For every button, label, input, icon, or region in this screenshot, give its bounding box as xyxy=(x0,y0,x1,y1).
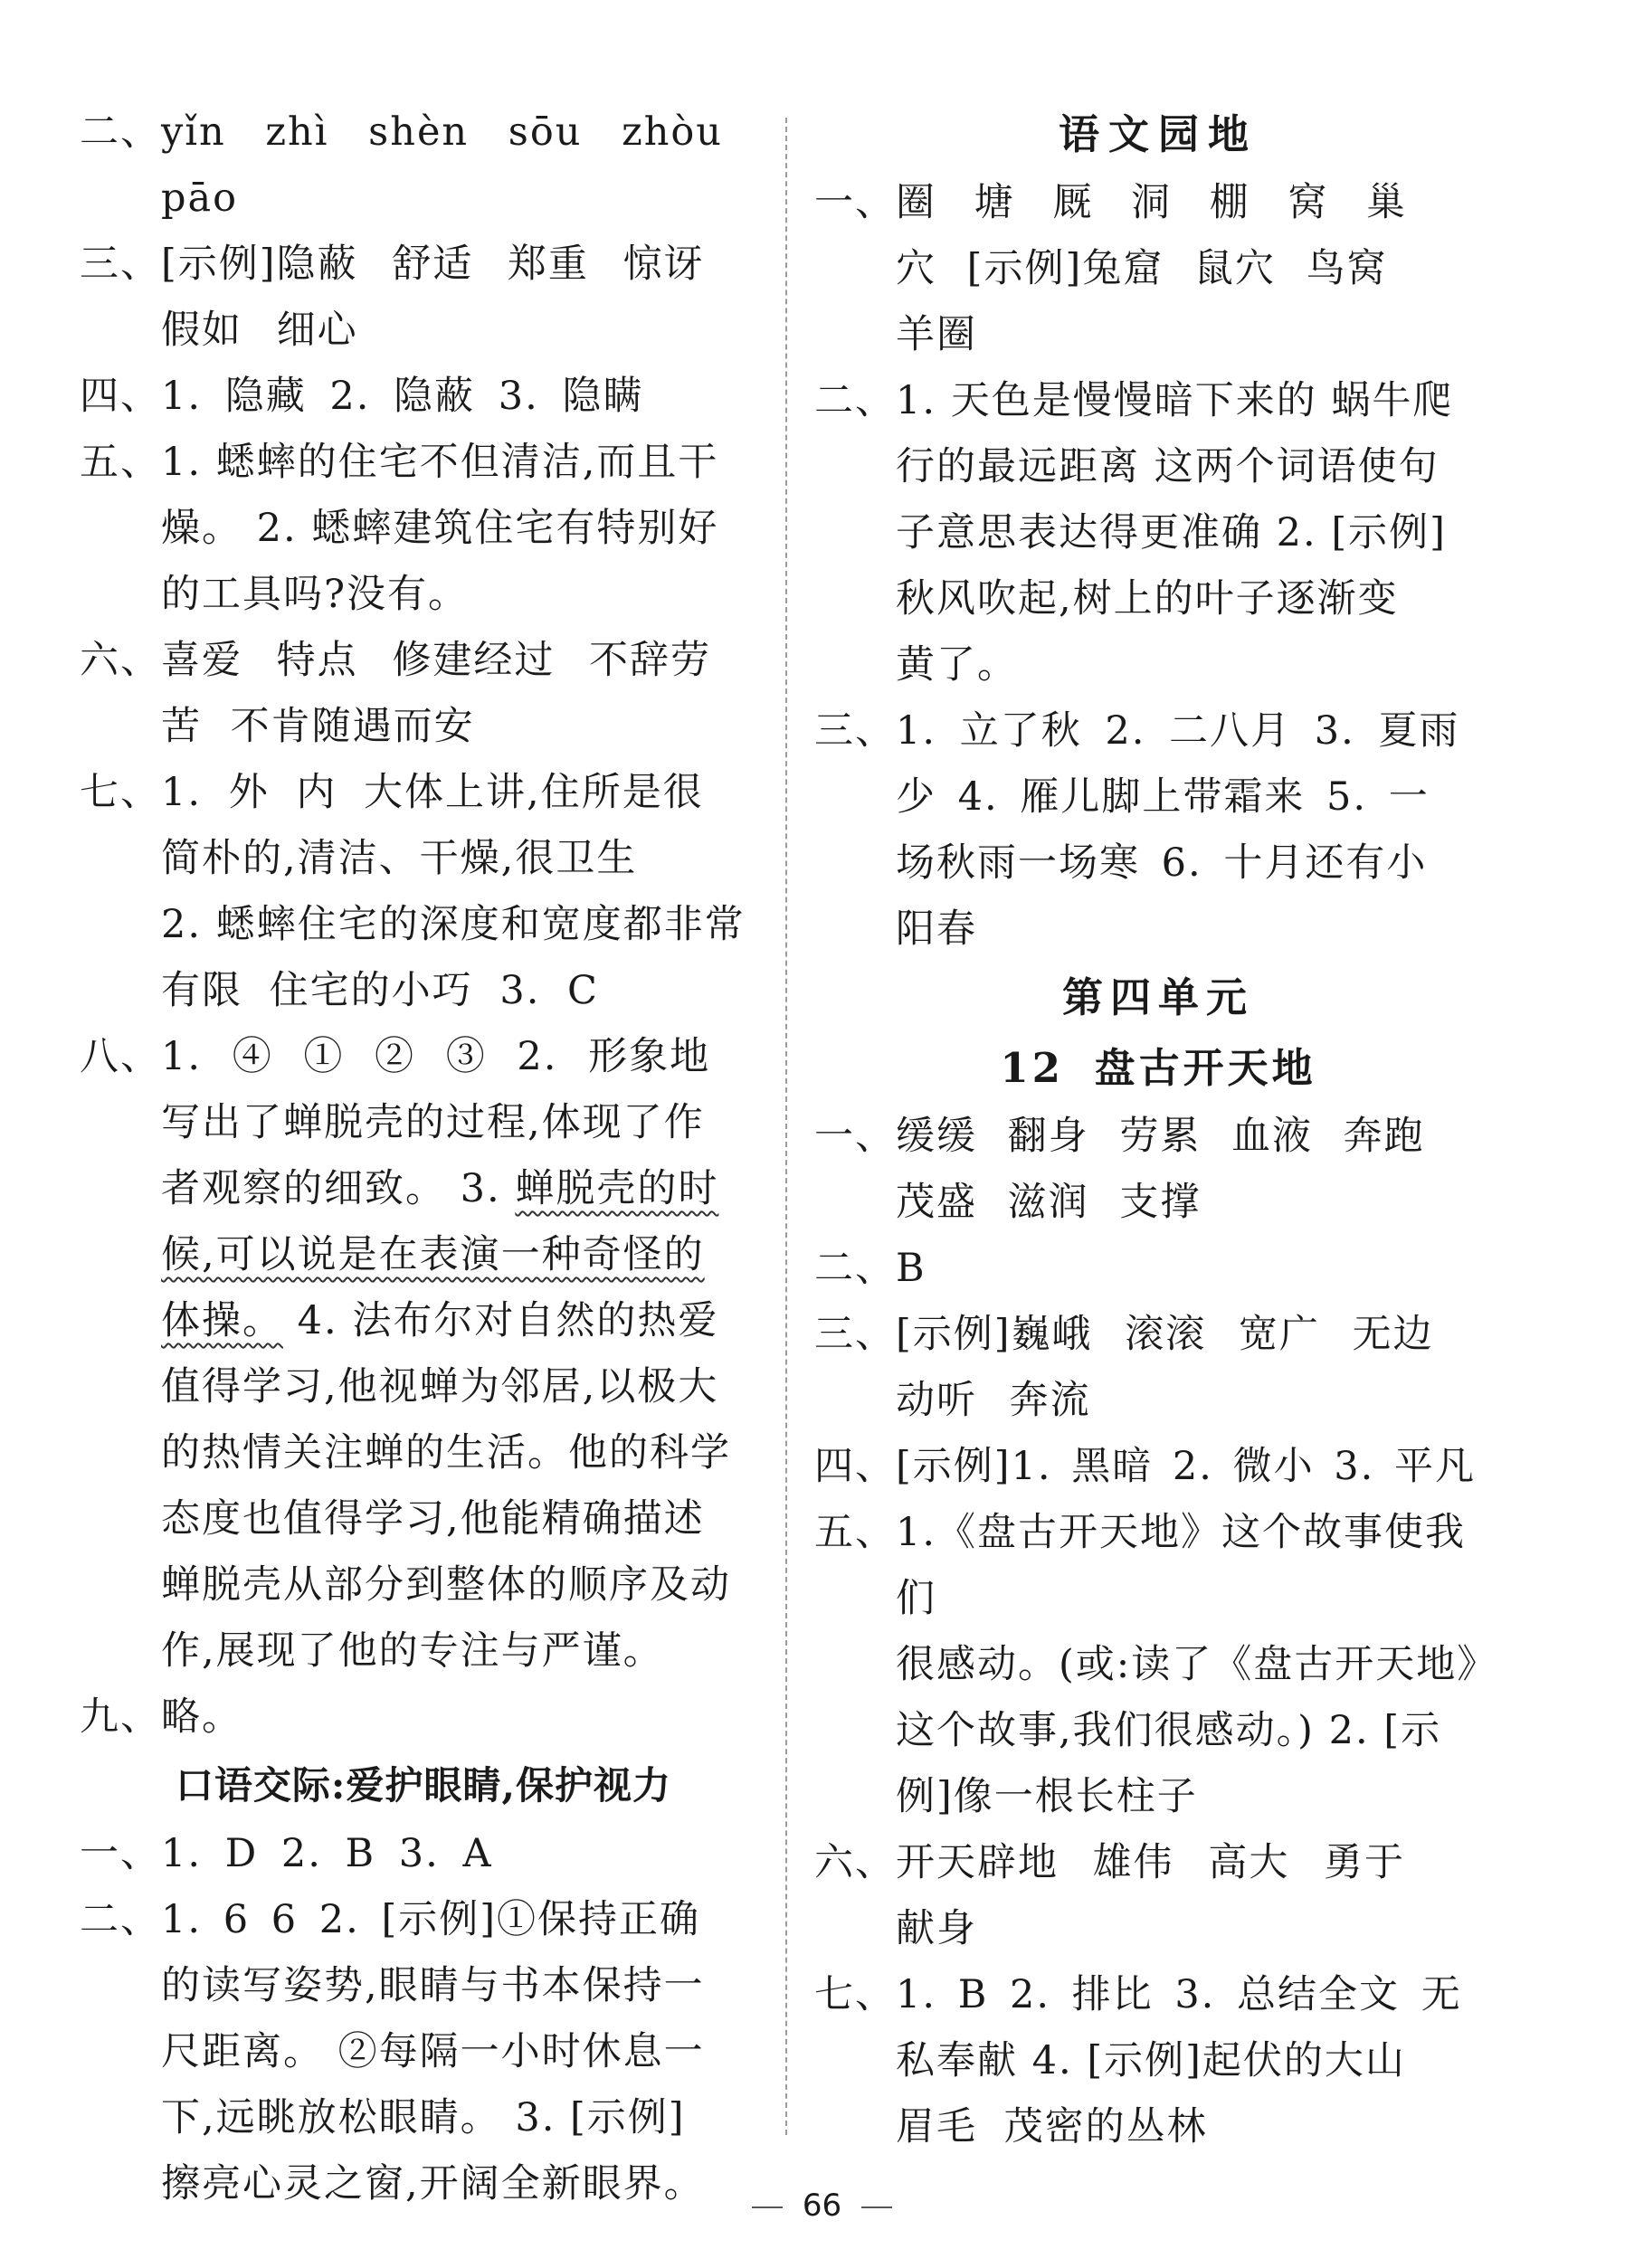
answer-line: 子意思表达得更准确 2. [示例] xyxy=(896,510,1447,555)
answer-pangu-2 xyxy=(814,1236,1502,1302)
right-column xyxy=(814,100,1502,2160)
answer-line: 1. B 2. 排比 3. 总结全文 无 xyxy=(896,1972,1462,2017)
answer-line: 缓缓 翻身 劳累 血液 奔跑 xyxy=(896,1114,1425,1159)
answer-line: [示例]隐蔽 舒适 郑重 惊讶 xyxy=(161,242,705,287)
answer-line: 的工具吗?没有。 xyxy=(161,572,470,617)
answer-line: 1. 外 内 大体上讲,住所是很 xyxy=(161,770,704,815)
answer-line: 擦亮心灵之窗,开阔全新眼界。 xyxy=(161,2161,705,2206)
answer-line: 蝉脱壳从部分到整体的顺序及动 xyxy=(161,1562,731,1608)
answer-line: 少 4. 雁儿脚上带霜来 5. 一 xyxy=(896,774,1430,820)
answer-line: 简朴的,清洁、干燥,很卫生 xyxy=(161,836,638,881)
answer-line: 茂盛 滋润 支撑 xyxy=(896,1180,1202,1225)
answer-line: 行的最远距离 这两个词语使句 xyxy=(896,444,1440,489)
lesson-heading: 12 盘古开天地 xyxy=(1000,1044,1316,1092)
answer-line: 态度也值得学习,他能精确描述 xyxy=(161,1496,705,1542)
answer-line: 作,展现了他的专注与严谨。 xyxy=(161,1628,664,1674)
answer-line: 1. ④ ① ② ③ 2. 形象地 xyxy=(161,1034,711,1079)
answer-line: 略。 xyxy=(161,1694,242,1740)
item-number: 五、 xyxy=(80,440,161,485)
answer-line: 动听 奔流 xyxy=(896,1378,1091,1423)
answer-line: 献身 xyxy=(896,1906,977,1951)
column-divider xyxy=(785,118,787,2135)
answer-pangu-7 xyxy=(814,1962,1502,2160)
answer-line: 1. D 2. B 3. A xyxy=(161,1831,493,1876)
wavy-underlined-line: 候,可以说是在表演一种奇怪的 xyxy=(161,1232,705,1277)
answer-line: 阳春 xyxy=(896,906,977,952)
dash-left xyxy=(752,2206,783,2208)
item-number: 一、 xyxy=(80,1831,161,1876)
item-number: 九、 xyxy=(80,1694,161,1740)
answer-line: [示例]巍峨 滚滚 宽广 无边 xyxy=(896,1312,1434,1357)
answer-garden-1 xyxy=(814,170,1502,368)
answer-line: 下,远眺放松眼睛。 3. [示例] xyxy=(161,2095,686,2140)
item-number: 三、 xyxy=(814,1312,896,1357)
answer-pangu-5 xyxy=(814,1500,1502,1830)
answer-line: 圈 塘 厩 洞 棚 窝 巢 xyxy=(896,180,1408,225)
answer-line xyxy=(161,1288,767,1354)
answer-line: B xyxy=(896,1246,927,1291)
answer-line: 很感动。(或:读了《盘古开天地》 xyxy=(896,1642,1498,1687)
item-number: 一、 xyxy=(814,1114,896,1159)
answer-line: 秋风吹起,树上的叶子逐渐变 xyxy=(896,576,1399,622)
answer-line: 这个故事,我们很感动。) 2. [示 xyxy=(896,1708,1442,1753)
answer-pangu-1 xyxy=(814,1104,1502,1236)
section-heading: 语文园地 xyxy=(1058,110,1258,158)
answer-line: 例]像一根长柱子 xyxy=(896,1774,1198,1819)
item-number: 二、 xyxy=(814,1246,896,1291)
answer-line: pāo xyxy=(161,176,239,221)
answer-line: 眉毛 茂密的丛林 xyxy=(896,2104,1208,2149)
answer-san xyxy=(80,232,767,364)
answer-line: 喜爱 特点 修建经过 不辞劳 xyxy=(161,638,712,683)
item-number: 二、 xyxy=(80,1897,161,1942)
answer-line: 场秋雨一场寒 6. 十月还有小 xyxy=(896,840,1428,886)
unit-heading: 第四单元 xyxy=(1061,973,1254,1021)
wavy-underlined-text: 体操。 xyxy=(161,1298,283,1343)
answer-text: 者观察的细致。 3. xyxy=(161,1166,516,1211)
section-heading: 口语交际:爱护眼睛,保护视力 xyxy=(175,1763,672,1808)
answer-line: 有限 住宅的小巧 3. C xyxy=(161,968,599,1013)
answer-line: 1.《盘古开天地》这个故事使我们 xyxy=(896,1510,1467,1621)
item-number: 三、 xyxy=(814,708,896,754)
answer-line: yǐn zhì shèn sōu zhòu xyxy=(161,109,723,155)
answer-si xyxy=(80,364,767,430)
answer-oral-1 xyxy=(80,1821,767,1887)
answer-line: 黄了。 xyxy=(896,642,1018,688)
answer-line: 的热情关注蝉的生活。他的科学 xyxy=(161,1430,731,1476)
page-number xyxy=(0,2187,1644,2224)
answer-line: 的读写姿势,眼睛与书本保持一 xyxy=(161,1963,705,2008)
answer-line: 1. 立了秋 2. 二八月 3. 夏雨 xyxy=(896,708,1460,754)
answer-line: 私奉献 4. [示例]起伏的大山 xyxy=(896,2038,1406,2083)
item-number: 七、 xyxy=(80,770,161,815)
item-number: 五、 xyxy=(814,1510,896,1555)
item-number: 六、 xyxy=(814,1840,896,1885)
answer-liu xyxy=(80,628,767,760)
answer-oral-2 xyxy=(80,1887,767,2217)
answer-text: 4. 法布尔对自然的热爱 xyxy=(283,1298,719,1343)
item-number: 二、 xyxy=(814,378,896,423)
item-number: 七、 xyxy=(814,1972,896,2017)
item-number: 四、 xyxy=(814,1444,896,1489)
answer-line: 穴 [示例]兔窟 鼠穴 鸟窝 xyxy=(896,246,1388,291)
answer-line: 写出了蝉脱壳的过程,体现了作 xyxy=(161,1100,705,1145)
answer-er xyxy=(80,100,767,232)
answer-line: 尺距离。 ②每隔一小时休息一 xyxy=(161,2029,705,2074)
answer-line: 开天辟地 雄伟 高大 勇于 xyxy=(896,1840,1406,1885)
dash-right xyxy=(861,2206,892,2208)
answer-line: [示例]1. 黑暗 2. 微小 3. 平凡 xyxy=(896,1444,1476,1489)
answer-line: 1. 蟋蟀的住宅不但清洁,而且干 xyxy=(161,440,719,485)
answer-pangu-6 xyxy=(814,1830,1502,1962)
item-number: 二、 xyxy=(80,109,161,155)
answer-wu xyxy=(80,430,767,628)
item-number: 一、 xyxy=(814,180,896,225)
answer-pangu-3 xyxy=(814,1302,1502,1434)
item-number: 八、 xyxy=(80,1034,161,1079)
item-number: 三、 xyxy=(80,242,161,287)
answer-line: 羊圈 xyxy=(896,312,977,357)
answer-line: 苦 不肯随遇而安 xyxy=(161,704,475,749)
item-number: 六、 xyxy=(80,638,161,683)
answer-ba xyxy=(80,1024,767,1684)
answer-line: 假如 细心 xyxy=(161,308,358,353)
answer-line: 1. 6 6 2. [示例]①保持正确 xyxy=(161,1897,700,1942)
item-number: 四、 xyxy=(80,374,161,419)
answer-line: 1. 天色是慢慢暗下来的 蜗牛爬 xyxy=(896,378,1454,423)
answer-line: 1. 隐藏 2. 隐蔽 3. 隐瞒 xyxy=(161,374,644,419)
answer-qi xyxy=(80,760,767,1024)
answer-jiu xyxy=(80,1684,767,1751)
page-number-text: 66 xyxy=(802,2187,842,2224)
left-column xyxy=(80,100,767,2217)
answer-line: 燥。 2. 蟋蟀建筑住宅有特别好 xyxy=(161,506,719,551)
wavy-underlined-text: 蝉脱壳的时 xyxy=(515,1166,719,1211)
answer-line: 值得学习,他视蝉为邻居,以极大 xyxy=(161,1364,719,1409)
answer-line: 2. 蟋蟀住宅的深度和宽度都非常 xyxy=(161,902,746,947)
answer-garden-3 xyxy=(814,698,1502,963)
answer-garden-2 xyxy=(814,368,1502,698)
answer-pangu-4 xyxy=(814,1434,1502,1500)
answer-line xyxy=(161,1156,767,1222)
